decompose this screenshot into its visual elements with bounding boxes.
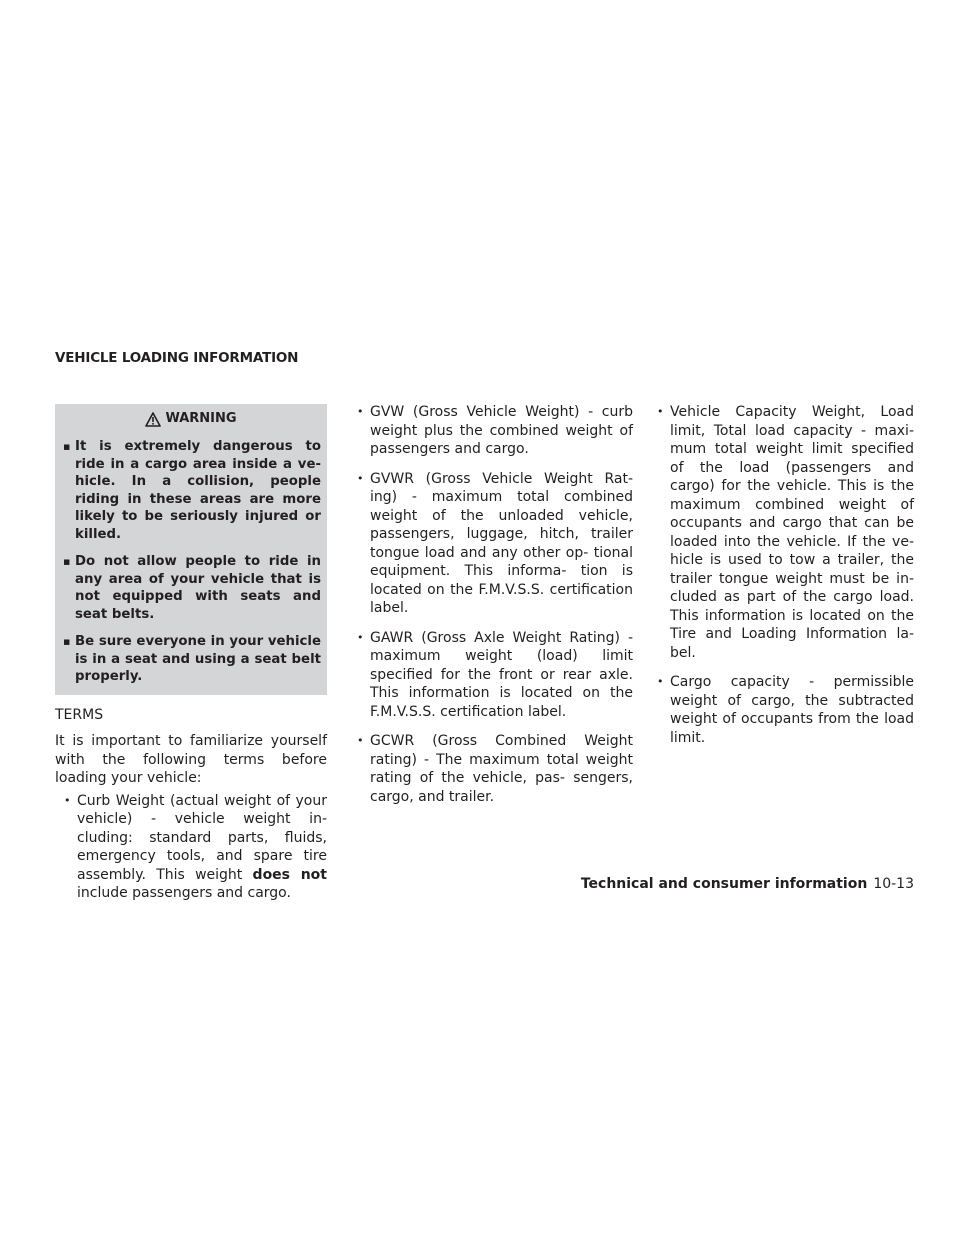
warning-list	[61, 438, 321, 686]
warning-item: ▪ Do not allow people to ride in any area of your vehicle that is not equipped with seats and seat belts.	[61, 553, 321, 623]
page-footer	[581, 876, 914, 892]
column-1	[55, 404, 327, 914]
column-3	[656, 403, 914, 758]
terms-heading: TERMS	[55, 706, 104, 723]
term-text: include passengers and cargo.	[77, 885, 291, 901]
warning-box	[55, 404, 327, 695]
term-list-1	[63, 792, 327, 903]
term-emphasis: does not	[252, 866, 327, 883]
warning-heading: WARNING	[165, 410, 237, 426]
term-list-2	[356, 403, 633, 806]
footer-chapter-title: Technical and consumer information	[580, 876, 868, 892]
warning-triangle-icon	[145, 412, 161, 427]
term-gvwr: • GVWR (Gross Vehicle Weight Rat- ing) - maximum total combined weight of the unloaded vehicle, passengers, luggage, hitch, trailer tongue load and any other op- tional equipment. This informa- tion is located on the F.M.V.S.S. certification label.	[356, 470, 633, 618]
column-2	[356, 403, 633, 817]
term-gawr: • GAWR (Gross Axle Weight Rating) - maximum weight (load) limit specified for the front or rear axle. This information is located on the F.M.V.S.S. certification label.	[356, 629, 633, 722]
page-number: 10-13	[873, 876, 914, 892]
section-title: VEHICLE LOADING INFORMATION	[55, 350, 299, 366]
terms-intro: It is important to familiarize yourself with the following terms before loading your vehicle:	[55, 733, 327, 786]
term-list-3	[656, 403, 914, 747]
warning-header	[61, 410, 321, 428]
warning-item: ▪ It is extremely dangerous to ride in a cargo area inside a ve- hicle. In a collision, people riding in these areas are more likely to be seriously injured or killed.	[61, 438, 321, 543]
term-curb-weight	[63, 792, 327, 903]
term-vehicle-capacity-weight: • Vehicle Capacity Weight, Load limit, Total load capacity - maxi- mum total weight limit specified of the load (passengers and cargo) for the vehicle. This is the maximum combined weight of occupants and cargo that can be loaded into the vehicle. If the ve- hicle is used to tow a trailer, the trailer tongue weight must be in- cluded as part of the cargo load. This information is located on the Tire and Loading Information la- bel.	[656, 403, 914, 662]
term-gvw: • GVW (Gross Vehicle Weight) - curb weight plus the combined weight of passengers and cargo.	[356, 403, 633, 459]
warning-item: ▪ Be sure everyone in your vehicle is in a seat and using a seat belt properly.	[61, 633, 321, 686]
term-gcwr: • GCWR (Gross Combined Weight rating) - The maximum total weight rating of the vehicle, pas- sengers, cargo, and trailer.	[356, 732, 633, 806]
term-cargo-capacity: • Cargo capacity - permissible weight of cargo, the subtracted weight of occupants from the load limit.	[656, 673, 914, 747]
term-text: Curb Weight (actual weight of your vehicle) - vehicle weight in- cluding: standard parts, fluids, emergency tools, and spare tire assembly. This weight	[77, 792, 327, 883]
